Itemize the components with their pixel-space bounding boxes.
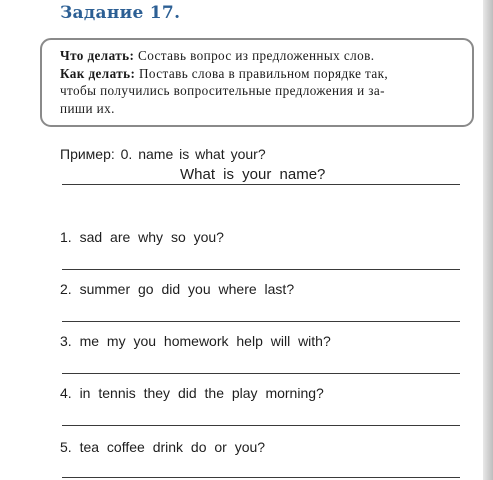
- task-title: Задание 17.: [60, 3, 181, 23]
- answer-line-2[interactable]: [62, 321, 460, 322]
- how-label: Как делать:: [60, 65, 136, 81]
- answer-line-5[interactable]: [62, 477, 460, 478]
- instructions-text: [60, 47, 470, 117]
- how-text-line2: чтобы получились вопросительные предложения и за-: [60, 83, 385, 99]
- answer-line-4[interactable]: [62, 425, 460, 426]
- question-3: 3. me my you homework help will with?: [60, 333, 331, 349]
- instructions-what-line: [60, 47, 470, 65]
- how-text-line3: пиши их.: [60, 100, 115, 116]
- question-2: 2. summer go did you where last?: [60, 281, 295, 297]
- how-text-line1: Поставь слова в правильном порядке так,: [135, 65, 389, 81]
- question-1: 1. sad are why so you?: [60, 229, 224, 245]
- example-prompt: Пример: 0. name is what your?: [60, 146, 266, 162]
- instructions-how-line: [60, 65, 470, 83]
- page-edge-shadow: [483, 0, 493, 480]
- example-answer: What is your name?: [180, 166, 326, 183]
- question-5: 5. tea coffee drink do or you?: [60, 439, 266, 455]
- answer-line-3[interactable]: [62, 373, 460, 374]
- what-label: Что делать:: [60, 48, 135, 63]
- example-answer-line: [62, 184, 460, 185]
- question-4: 4. in tennis they did the play morning?: [60, 385, 324, 401]
- answer-line-1[interactable]: [62, 269, 460, 270]
- what-text: Составь вопрос из предложенных слов.: [134, 48, 375, 63]
